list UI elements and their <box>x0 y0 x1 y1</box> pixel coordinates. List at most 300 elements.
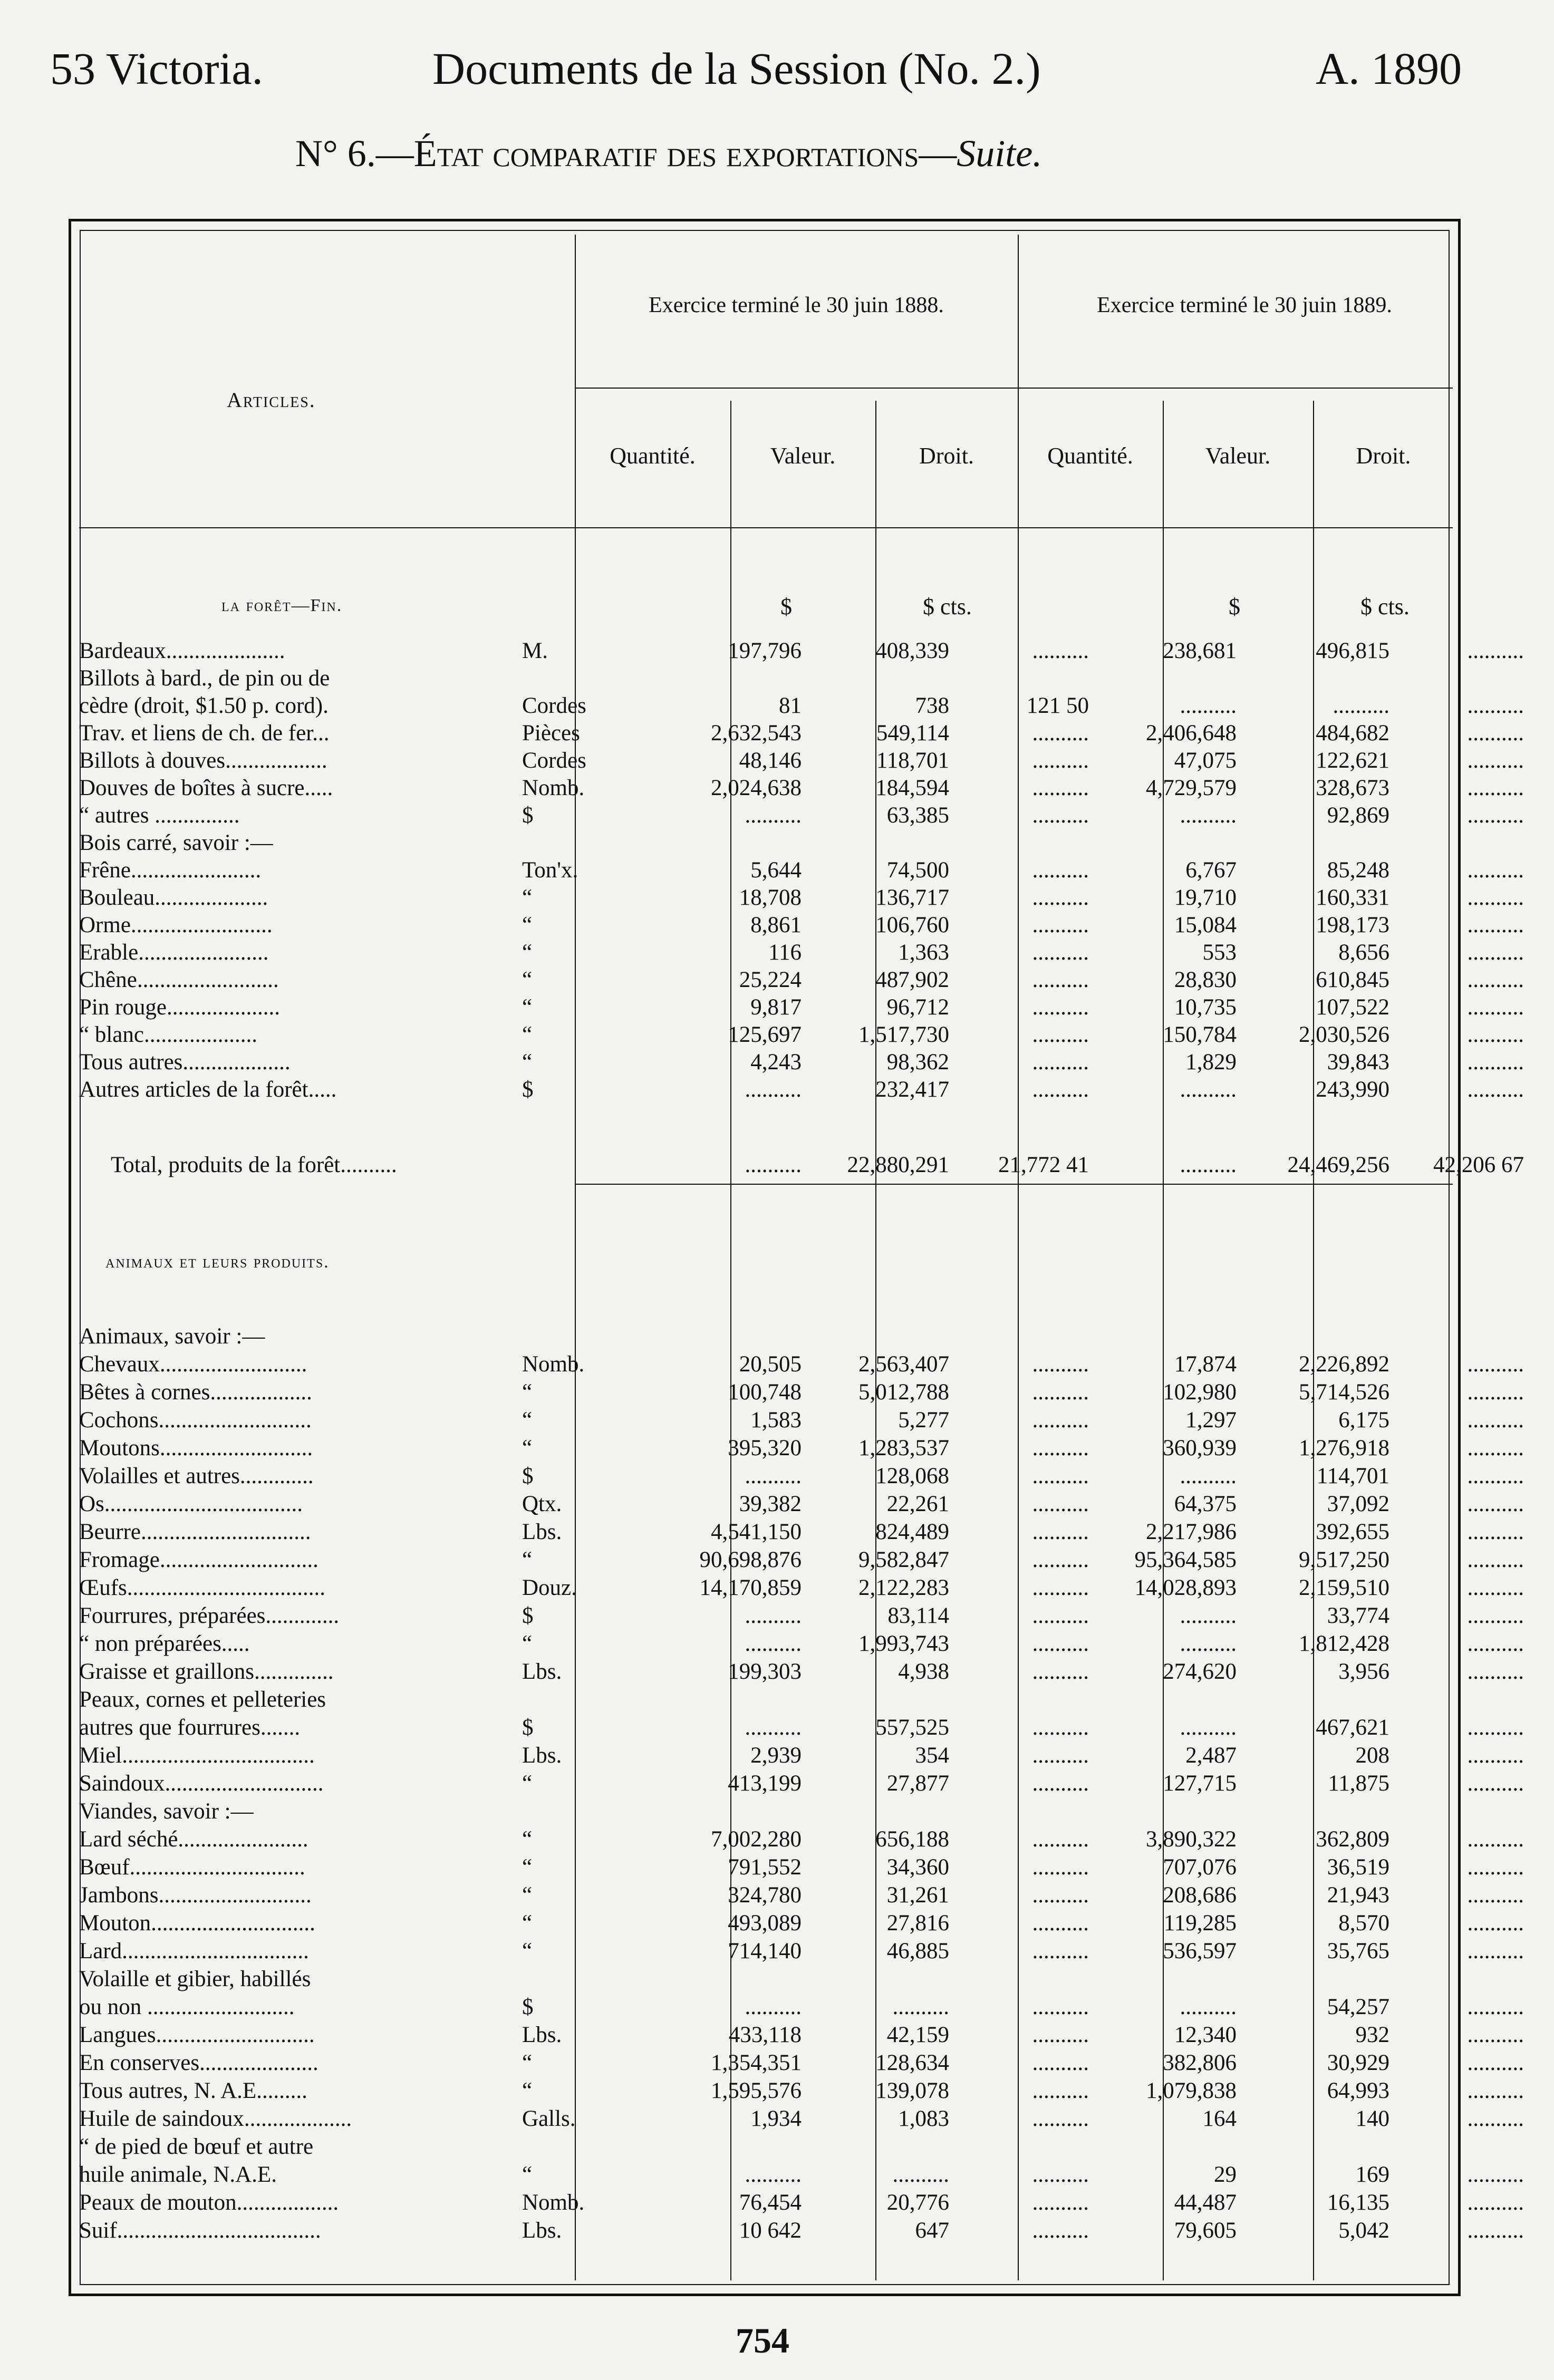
row-droit-1888: .......... <box>1032 1855 1089 1880</box>
row-valeur-1888: 4,938 <box>898 1659 949 1684</box>
row-droit-1889: .......... <box>1467 2106 1524 2131</box>
table-row <box>79 1659 1524 1685</box>
row-droit-1889: .......... <box>1467 968 1524 992</box>
row-quantite-1888: .......... <box>745 1464 802 1488</box>
row-valeur-1888: 9,582,847 <box>858 1547 949 1572</box>
row-valeur-1889: 328,673 <box>1316 776 1389 800</box>
row-droit-1888: .......... <box>1032 2218 1089 2243</box>
row-article: Beurre.............................. <box>79 1520 311 1544</box>
row-quantite-1888: .......... <box>745 1715 802 1740</box>
row-valeur-1889: 2,226,892 <box>1299 1352 1389 1377</box>
row-valeur-1888: 128,634 <box>875 2050 949 2075</box>
row-quantite-1888: 39,382 <box>739 1492 802 1516</box>
rule-under-col-heads <box>79 527 1453 528</box>
header-center: Documents de la Session (No. 2.) <box>432 43 1041 94</box>
row-valeur-1889: 160,331 <box>1316 885 1389 910</box>
row-droit-1889: .......... <box>1467 748 1524 773</box>
row-quantite-1888: 8,861 <box>750 913 802 937</box>
row-article: Saindoux............................ <box>79 1771 324 1796</box>
row-quantite-1888: 4,541,150 <box>711 1520 802 1544</box>
row-quantite-1889: 95,364,585 <box>1134 1547 1237 1572</box>
row-valeur-1888: 98,362 <box>886 1050 949 1075</box>
row-quantite-1888: 1,583 <box>750 1408 802 1433</box>
row-unit: Nomb. <box>522 1352 585 1377</box>
row-quantite-1889: 2,217,986 <box>1146 1520 1237 1544</box>
row-quantite-1888: 48,146 <box>739 748 802 773</box>
row-valeur-1888: 2,122,283 <box>858 1575 949 1600</box>
row-quantite-1889: 102,980 <box>1163 1380 1237 1405</box>
row-unit: “ <box>522 1827 533 1852</box>
table-row <box>79 1547 1524 1573</box>
row-droit-1889: .......... <box>1467 1050 1524 1075</box>
row-article: Peaux de mouton.................. <box>79 2190 339 2215</box>
row-quantite-1889: 2,406,648 <box>1146 721 1237 746</box>
row-valeur-1889: 208 <box>1355 1743 1389 1768</box>
table-row <box>79 2218 1524 2244</box>
row-quantite-1889: 64,375 <box>1174 1492 1237 1516</box>
row-droit-1888: .......... <box>1032 1077 1089 1102</box>
row-unit: “ <box>522 885 533 910</box>
row-unit: “ <box>522 2162 533 2187</box>
row-droit-1889: .......... <box>1467 1911 1524 1936</box>
row-valeur-1888: 647 <box>915 2218 949 2243</box>
table-row <box>79 1575 1524 1601</box>
row-article: Chêne......................... <box>79 968 279 992</box>
row-droit-1889: .......... <box>1467 995 1524 1020</box>
row-article: Erable....................... <box>79 940 269 965</box>
table-row <box>79 1351 1524 1378</box>
row-quantite-1889: 360,939 <box>1163 1436 1237 1460</box>
row-valeur-1889: 39,843 <box>1327 1050 1389 1075</box>
table-title-suite: Suite. <box>957 132 1043 175</box>
row-valeur-1889: 2,030,526 <box>1299 1022 1389 1047</box>
row-valeur-1889: 8,570 <box>1338 1911 1389 1936</box>
row-droit-1888: .......... <box>1032 1883 1089 1908</box>
table-row <box>79 2050 1524 2076</box>
total-q1: .......... <box>745 1153 802 1177</box>
row-valeur-1889: 37,092 <box>1327 1492 1389 1516</box>
row-droit-1888: .......... <box>1032 1408 1089 1433</box>
row-droit-1889: .......... <box>1467 858 1524 883</box>
table-row <box>79 1519 1524 1545</box>
row-article: Lard................................. <box>79 1939 309 1963</box>
row-droit-1889: .......... <box>1467 1436 1524 1460</box>
row-droit-1888: .......... <box>1032 2162 1089 2187</box>
row-quantite-1889: .......... <box>1180 693 1237 718</box>
row-unit: “ <box>522 1547 533 1572</box>
row-quantite-1888: 2,939 <box>750 1743 802 1768</box>
row-valeur-1889: 30,929 <box>1327 2050 1389 2075</box>
row-valeur-1889: 122,621 <box>1316 748 1389 773</box>
rule-after-foret-total <box>575 1184 1453 1185</box>
row-quantite-1889: 553 <box>1202 940 1237 965</box>
row-droit-1888: .......... <box>1032 913 1089 937</box>
section-foret: la forêt—Fin. <box>221 596 343 615</box>
row-quantite-1889: 44,487 <box>1174 2190 1237 2215</box>
table-row <box>79 1077 1524 1103</box>
row-quantite-1888: 791,552 <box>728 1855 802 1880</box>
row-unit: “ <box>522 2050 533 2075</box>
table-row <box>79 2134 1450 2160</box>
row-valeur-1888: 106,760 <box>875 913 949 937</box>
total-q2: .......... <box>1180 1153 1237 1177</box>
row-quantite-1889: 382,806 <box>1163 2050 1237 2075</box>
row-droit-1888: .......... <box>1032 885 1089 910</box>
row-valeur-1889: .......... <box>1333 693 1389 718</box>
row-valeur-1889: 6,175 <box>1338 1408 1389 1433</box>
table-row <box>79 665 1450 692</box>
row-unit: “ <box>522 2078 533 2103</box>
row-valeur-1889: 362,809 <box>1316 1827 1389 1852</box>
row-valeur-1889: 21,943 <box>1327 1883 1389 1908</box>
row-valeur-1888: 1,517,730 <box>858 1022 949 1047</box>
row-quantite-1889: 15,084 <box>1174 913 1237 937</box>
row-droit-1888: .......... <box>1032 858 1089 883</box>
row-droit-1889: .......... <box>1467 1883 1524 1908</box>
row-droit-1888: .......... <box>1032 2023 1089 2047</box>
row-quantite-1889: 208,686 <box>1163 1883 1237 1908</box>
table-row <box>79 940 1524 966</box>
row-unit: “ <box>522 913 533 937</box>
row-article: Suif.................................... <box>79 2218 321 2243</box>
row-valeur-1888: 63,385 <box>886 803 949 828</box>
row-article: Pin rouge.................... <box>79 995 281 1020</box>
row-article: Peaux, cornes et pelleteries <box>79 1687 326 1712</box>
row-valeur-1889: 496,815 <box>1316 638 1389 663</box>
row-article: Fourrures, préparées............. <box>79 1603 340 1628</box>
row-droit-1888: .......... <box>1032 1575 1089 1600</box>
row-article: “ de pied de bœuf et autre <box>79 2134 314 2159</box>
table-title-main: —État comparatif des exportations— <box>375 132 957 175</box>
row-valeur-1889: 169 <box>1355 2162 1389 2187</box>
unit-label-droit-1888: $ cts. <box>923 594 972 620</box>
row-valeur-1889: 2,159,510 <box>1299 1575 1389 1600</box>
row-valeur-1889: 54,257 <box>1327 1995 1389 2019</box>
row-quantite-1888: 1,354,351 <box>711 2050 802 2075</box>
row-article: Œufs................................... <box>79 1575 326 1600</box>
row-droit-1888: .......... <box>1032 2078 1089 2103</box>
table-row <box>79 1435 1524 1462</box>
row-quantite-1888: 25,224 <box>739 968 802 992</box>
row-unit: $ <box>522 1715 534 1740</box>
row-article: Bœuf............................... <box>79 1855 305 1880</box>
row-quantite-1888: 125,697 <box>728 1022 802 1047</box>
row-quantite-1888: 2,632,543 <box>711 721 802 746</box>
table-row <box>79 1049 1524 1076</box>
row-quantite-1888: 90,698,876 <box>699 1547 802 1572</box>
row-unit: $ <box>522 1464 534 1488</box>
row-droit-1888: .......... <box>1032 2190 1089 2215</box>
row-unit: $ <box>522 1995 534 2019</box>
table-row <box>79 2078 1524 2104</box>
row-valeur-1888: 118,701 <box>876 748 949 773</box>
table-number: N° 6. <box>295 132 376 175</box>
col-valeur-1889: Valeur. <box>1205 443 1271 469</box>
row-unit: $ <box>522 1077 534 1102</box>
row-quantite-1889: 12,340 <box>1174 2023 1237 2047</box>
row-valeur-1888: 20,776 <box>886 2190 949 2215</box>
row-unit: $ <box>522 803 534 828</box>
col-droit-1889: Droit. <box>1356 443 1411 469</box>
row-quantite-1888: 413,199 <box>728 1771 802 1796</box>
row-droit-1889: .......... <box>1467 2050 1524 2075</box>
row-valeur-1888: 96,712 <box>886 995 949 1020</box>
row-droit-1889: .......... <box>1467 1771 1524 1796</box>
row-quantite-1889: 19,710 <box>1174 885 1237 910</box>
row-valeur-1888: 5,012,788 <box>858 1380 949 1405</box>
row-unit: Nomb. <box>522 2190 585 2215</box>
row-article: cèdre (droit, $1.50 p. cord). <box>79 693 329 718</box>
row-droit-1889: .......... <box>1467 1547 1524 1572</box>
row-article: Bouleau.................... <box>79 885 268 910</box>
row-article: ou non .......................... <box>79 1995 295 2019</box>
row-quantite-1889: 3,890,322 <box>1146 1827 1237 1852</box>
table-row <box>79 1407 1524 1434</box>
row-quantite-1888: 76,454 <box>739 2190 802 2215</box>
row-quantite-1888: .......... <box>745 1603 802 1628</box>
row-article: Viandes, savoir :— <box>79 1799 254 1824</box>
row-valeur-1888: 128,068 <box>875 1464 949 1488</box>
row-article: Frêne....................... <box>79 858 262 883</box>
row-unit: “ <box>522 1771 533 1796</box>
table-row <box>79 693 1524 719</box>
table-row <box>79 1715 1524 1741</box>
row-quantite-1888: 395,320 <box>728 1436 802 1460</box>
row-unit: “ <box>522 1939 533 1963</box>
period-1889-header: Exercice terminé le 30 juin 1889. <box>1097 293 1392 317</box>
row-droit-1888: .......... <box>1032 1520 1089 1544</box>
table-row <box>79 1379 1524 1406</box>
row-quantite-1889: 707,076 <box>1163 1855 1237 1880</box>
row-quantite-1888: 1,934 <box>750 2106 802 2131</box>
row-article: Langues............................ <box>79 2023 315 2047</box>
row-article: Jambons........................... <box>79 1883 312 1908</box>
row-droit-1888: .......... <box>1032 1827 1089 1852</box>
row-droit-1888: .......... <box>1032 721 1089 746</box>
row-droit-1889: .......... <box>1467 1659 1524 1684</box>
row-quantite-1889: 1,297 <box>1185 1408 1237 1433</box>
table-row <box>79 1603 1524 1629</box>
row-quantite-1889: .......... <box>1180 1631 1237 1656</box>
table-row <box>79 1854 1524 1881</box>
rule-under-group-heads <box>575 388 1453 389</box>
row-quantite-1889: .......... <box>1180 803 1237 828</box>
row-quantite-1889: 17,874 <box>1174 1352 1237 1377</box>
row-quantite-1888: .......... <box>745 1995 802 2019</box>
row-valeur-1889: 35,765 <box>1327 1939 1389 1963</box>
row-unit: Galls. <box>522 2106 576 2131</box>
row-article: Graisse et graillons.............. <box>79 1659 334 1684</box>
row-unit: “ <box>522 1883 533 1908</box>
row-unit: Lbs. <box>522 1520 562 1544</box>
row-quantite-1888: 100,748 <box>728 1380 802 1405</box>
table-row <box>79 1882 1524 1909</box>
row-droit-1888: .......... <box>1032 1380 1089 1405</box>
row-article: autres que fourrures....... <box>79 1715 301 1740</box>
row-droit-1888: 121 50 <box>1026 693 1089 718</box>
row-valeur-1888: 139,078 <box>875 2078 949 2103</box>
row-valeur-1889: 467,621 <box>1316 1715 1389 1740</box>
row-droit-1888: .......... <box>1032 1050 1089 1075</box>
row-quantite-1889: 1,829 <box>1185 1050 1237 1075</box>
row-article: Os................................... <box>79 1492 303 1516</box>
row-droit-1888: .......... <box>1032 995 1089 1020</box>
row-droit-1889: .......... <box>1467 1464 1524 1488</box>
row-droit-1889: .......... <box>1467 721 1524 746</box>
row-article: Animaux, savoir :— <box>79 1324 265 1349</box>
row-valeur-1888: 74,500 <box>886 858 949 883</box>
row-droit-1889: .......... <box>1467 638 1524 663</box>
row-quantite-1889: 10,735 <box>1174 995 1237 1020</box>
row-valeur-1888: 557,525 <box>875 1715 949 1740</box>
row-quantite-1888: 1,595,576 <box>711 2078 802 2103</box>
row-article: Orme......................... <box>79 913 273 937</box>
row-droit-1888: .......... <box>1032 1995 1089 2019</box>
row-article: Cochons........................... <box>79 1408 312 1433</box>
row-quantite-1889: .......... <box>1180 1464 1237 1488</box>
row-quantite-1888: 324,780 <box>728 1883 802 1908</box>
row-unit: Pièces <box>522 721 580 746</box>
row-droit-1889: .......... <box>1467 1077 1524 1102</box>
table-row <box>79 1966 1450 1992</box>
table-row <box>79 1491 1524 1517</box>
table-row <box>79 1687 1450 1713</box>
row-valeur-1888: 5,277 <box>898 1408 949 1433</box>
row-droit-1888: .......... <box>1032 2106 1089 2131</box>
row-droit-1889: .......... <box>1467 1380 1524 1405</box>
row-droit-1888: .......... <box>1032 1022 1089 1047</box>
row-quantite-1888: 9,817 <box>750 995 802 1020</box>
row-quantite-1888: 493,089 <box>728 1911 802 1936</box>
table-row <box>79 720 1524 747</box>
row-valeur-1889: 484,682 <box>1316 721 1389 746</box>
table-row <box>79 857 1524 884</box>
page-number: 754 <box>736 2320 789 2360</box>
total-label: Total, produits de la forêt.......... <box>111 1153 397 1177</box>
table-row <box>79 1798 1450 1825</box>
row-droit-1888: .......... <box>1032 940 1089 965</box>
row-droit-1889: .......... <box>1467 1995 1524 2019</box>
row-droit-1889: .......... <box>1467 2190 1524 2215</box>
row-article: Fromage............................ <box>79 1547 318 1572</box>
row-droit-1889: .......... <box>1467 1352 1524 1377</box>
row-valeur-1888: .......... <box>892 2162 949 2187</box>
row-unit: $ <box>522 1603 534 1628</box>
row-droit-1889: .......... <box>1467 1715 1524 1740</box>
section-animaux: animaux et leurs produits. <box>105 1252 330 1272</box>
row-quantite-1888: 714,140 <box>728 1939 802 1963</box>
row-article: Billots à bard., de pin ou de <box>79 666 330 691</box>
table-row <box>79 912 1524 939</box>
row-droit-1889: .......... <box>1467 1631 1524 1656</box>
row-quantite-1889: .......... <box>1180 1077 1237 1102</box>
row-valeur-1889: 1,276,918 <box>1299 1436 1389 1460</box>
row-quantite-1889: 274,620 <box>1163 1659 1237 1684</box>
row-quantite-1888: 4,243 <box>750 1050 802 1075</box>
row-valeur-1888: 34,360 <box>886 1855 949 1880</box>
row-unit: Ton'x. <box>522 858 578 883</box>
unit-label-valeur-1888: $ <box>780 594 792 620</box>
foret-total-row <box>79 1152 1524 1178</box>
row-quantite-1889: 1,079,838 <box>1146 2078 1237 2103</box>
row-unit: “ <box>522 1855 533 1880</box>
row-droit-1889: .......... <box>1467 2218 1524 2243</box>
row-droit-1888: .......... <box>1032 1939 1089 1963</box>
row-quantite-1888: 7,002,280 <box>711 1827 802 1852</box>
col-quantite-1888: Quantité. <box>610 443 696 469</box>
row-quantite-1888: 5,644 <box>750 858 802 883</box>
row-unit: Lbs. <box>522 1659 562 1684</box>
row-droit-1888: .......... <box>1032 1352 1089 1377</box>
row-unit: “ <box>522 1380 533 1405</box>
row-valeur-1889: 392,655 <box>1316 1520 1389 1544</box>
row-droit-1889: .......... <box>1467 1743 1524 1768</box>
row-droit-1888: .......... <box>1032 1603 1089 1628</box>
row-valeur-1889: 92,869 <box>1327 803 1389 828</box>
row-quantite-1889: .......... <box>1180 1715 1237 1740</box>
row-unit: “ <box>522 968 533 992</box>
row-valeur-1889: 3,956 <box>1338 1659 1389 1684</box>
table-row <box>79 967 1524 993</box>
row-droit-1889: .......... <box>1467 1408 1524 1433</box>
row-droit-1888: .......... <box>1032 1631 1089 1656</box>
table-row <box>79 1826 1524 1853</box>
col-valeur-1888: Valeur. <box>770 443 836 469</box>
row-valeur-1888: 46,885 <box>886 1939 949 1963</box>
row-unit: “ <box>522 1022 533 1047</box>
row-valeur-1889: 107,522 <box>1316 995 1389 1020</box>
table-row <box>79 1022 1524 1048</box>
row-droit-1888: .......... <box>1032 1464 1089 1488</box>
row-quantite-1888: .......... <box>745 1077 802 1102</box>
row-unit: “ <box>522 1408 533 1433</box>
table-row <box>79 2106 1524 2132</box>
row-quantite-1888: 2,024,638 <box>711 776 802 800</box>
row-valeur-1889: 114,701 <box>1316 1464 1389 1488</box>
row-droit-1889: .......... <box>1467 1575 1524 1600</box>
row-valeur-1889: 1,812,428 <box>1299 1631 1389 1656</box>
row-droit-1888: .......... <box>1032 1771 1089 1796</box>
row-valeur-1888: 136,717 <box>875 885 949 910</box>
row-droit-1888: .......... <box>1032 1547 1089 1572</box>
row-article: “ non préparées..... <box>79 1631 250 1656</box>
row-valeur-1889: 5,714,526 <box>1299 1380 1389 1405</box>
period-1888-header: Exercice terminé le 30 juin 1888. <box>649 293 944 317</box>
row-droit-1888: .......... <box>1032 1436 1089 1460</box>
row-quantite-1889: 79,605 <box>1174 2218 1237 2243</box>
row-quantite-1888: .......... <box>745 1631 802 1656</box>
row-droit-1889: .......... <box>1467 1855 1524 1880</box>
row-quantite-1889: 127,715 <box>1163 1771 1237 1796</box>
row-quantite-1889: .......... <box>1180 1603 1237 1628</box>
row-quantite-1889: 4,729,579 <box>1146 776 1237 800</box>
row-valeur-1888: 487,902 <box>875 968 949 992</box>
row-article: Moutons........................... <box>79 1436 313 1460</box>
page-header <box>0 0 1554 190</box>
row-droit-1888: .......... <box>1032 638 1089 663</box>
table-row <box>79 1463 1524 1489</box>
row-droit-1889: .......... <box>1467 776 1524 800</box>
row-article: Chevaux.......................... <box>79 1352 307 1377</box>
table-row <box>79 802 1524 829</box>
row-article: Autres articles de la forêt..... <box>79 1077 337 1102</box>
table-title <box>295 132 1042 176</box>
row-droit-1888: .......... <box>1032 748 1089 773</box>
row-quantite-1889: 119,285 <box>1163 1911 1237 1936</box>
row-article: Bêtes à cornes.................. <box>79 1380 312 1405</box>
row-valeur-1888: 42,159 <box>886 2023 949 2047</box>
row-valeur-1888: 1,363 <box>898 940 949 965</box>
